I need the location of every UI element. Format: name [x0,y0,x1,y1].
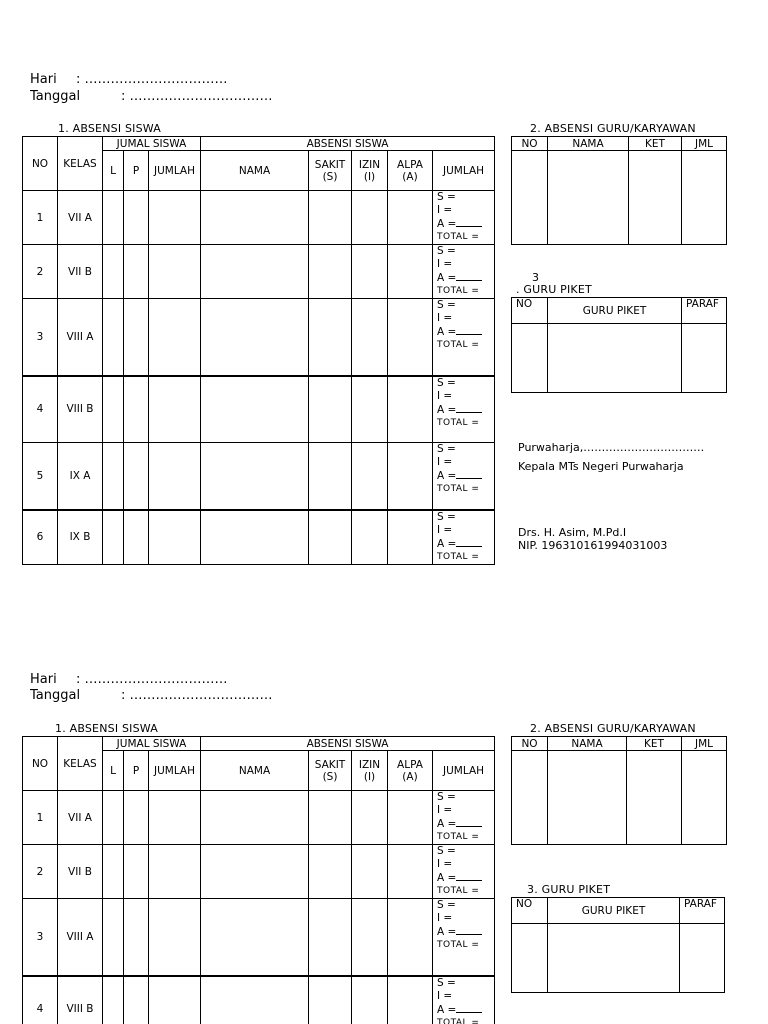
guru-piket-table [511,897,725,993]
absensi-siswa-table [22,136,495,565]
absensi-guru-table [511,136,727,245]
row-no: 1 [23,791,58,845]
piket-col-guru: GURU PIKET [548,298,682,324]
row-kelas: VII B [58,845,103,899]
total-cell: S = I = A = TOTAL = [433,510,495,565]
col-no: NO [23,137,58,191]
table-row [23,191,495,245]
absensi-siswa-title: 1. ABSENSI SISWA [58,122,161,135]
total-cell: S = I = A = TOTAL = [433,899,495,976]
col-alpa: ALPA (A) [388,751,433,791]
guru-piket-title-number: 3 [532,271,540,284]
hari-label: Hari [30,672,57,687]
tanggal-value: : …………………………… [121,688,273,703]
guru-col-no: NO [512,737,548,751]
group-jumal-siswa: JUMAL SISWA [103,737,201,751]
tanggal-label: Tanggal [30,688,81,703]
table-row [23,899,495,976]
table-row [23,376,495,443]
guru-piket-table [511,297,727,393]
col-izin: IZIN (I) [352,151,388,191]
row-no: 2 [23,845,58,899]
col-jumlah: JUMLAH [149,151,201,191]
hari-value: : …………………………… [76,672,228,687]
row-kelas: IX B [58,510,103,565]
piket-col-no: NO [512,898,548,924]
table-row [23,245,495,299]
guru-piket-title: 3. GURU PIKET [527,883,611,896]
sign-name: Drs. H. Asim, M.Pd.I [518,526,627,539]
guru-col-jml: JML [682,737,727,751]
col-p: P [124,151,149,191]
piket-col-paraf: PARAF [680,898,725,924]
col-no: NO [23,737,58,791]
total-cell: S = I = A = TOTAL = [433,443,495,510]
col-sakit: SAKIT (S) [309,751,352,791]
row-kelas: VIII B [58,976,103,1024]
total-cell: S = I = A = TOTAL = [433,191,495,245]
piket-col-paraf: PARAF [682,298,727,324]
group-absensi-siswa: ABSENSI SISWA [201,137,495,151]
total-cell: S = I = A = TOTAL = [433,376,495,443]
table-row [23,443,495,510]
table-row [23,791,495,845]
col-nama: NAMA [201,751,309,791]
sign-nip: NIP. 196310161994031003 [518,539,668,552]
piket-col-guru: GURU PIKET [548,898,680,924]
table-row [23,510,495,565]
total-cell: S = I = A = TOTAL = [433,976,495,1024]
row-kelas: VIII B [58,376,103,443]
tanggal-value: : …………………………… [121,89,273,104]
col-kelas: KELAS [58,137,103,191]
row-no: 4 [23,376,58,443]
table-row [23,299,495,376]
tanggal-label: Tanggal [30,89,81,104]
row-no: 3 [23,299,58,376]
table-row [23,976,495,1024]
col-l: L [103,751,124,791]
row-no: 5 [23,443,58,510]
row-no: 2 [23,245,58,299]
row-no: 4 [23,976,58,1024]
col-l: L [103,151,124,191]
col-sakit: SAKIT (S) [309,151,352,191]
total-cell: S = I = A = TOTAL = [433,791,495,845]
absensi-guru-title: 2. ABSENSI GURU/KARYAWAN [530,722,696,735]
guru-col-ket: KET [629,137,682,151]
guru-col-jml: JML [682,137,727,151]
row-kelas: VII B [58,245,103,299]
col-jumlah-absen: JUMLAH [433,151,495,191]
table-row [23,845,495,899]
form-copy-bottom [0,600,768,1024]
row-kelas: VIII A [58,299,103,376]
guru-piket-title: . GURU PIKET [516,283,592,296]
group-absensi-siswa: ABSENSI SISWA [201,737,495,751]
col-nama: NAMA [201,151,309,191]
col-kelas: KELAS [58,737,103,791]
col-izin: IZIN (I) [352,751,388,791]
row-kelas: VIII A [58,899,103,976]
total-cell: S = I = A = TOTAL = [433,299,495,376]
sign-position: Kepala MTs Negeri Purwaharja [518,460,684,473]
col-jumlah: JUMLAH [149,751,201,791]
guru-col-nama: NAMA [548,137,629,151]
guru-col-ket: KET [627,737,682,751]
row-kelas: VII A [58,791,103,845]
group-jumal-siswa: JUMAL SISWA [103,137,201,151]
col-alpa: ALPA (A) [388,151,433,191]
absensi-guru-table [511,736,727,845]
total-cell: S = I = A = TOTAL = [433,845,495,899]
hari-value: : …………………………… [76,72,228,87]
absensi-siswa-title: 1. ABSENSI SISWA [55,722,158,735]
hari-label: Hari [30,72,57,87]
guru-col-nama: NAMA [548,737,627,751]
row-no: 6 [23,510,58,565]
absensi-siswa-table [22,736,495,1024]
guru-col-no: NO [512,137,548,151]
col-jumlah-absen: JUMLAH [433,751,495,791]
piket-col-no: NO [512,298,548,324]
absensi-guru-title: 2. ABSENSI GURU/KARYAWAN [530,122,696,135]
sign-place-date: Purwaharja,…………………………… [518,441,705,454]
row-kelas: VII A [58,191,103,245]
row-no: 3 [23,899,58,976]
row-kelas: IX A [58,443,103,510]
row-no: 1 [23,191,58,245]
col-p: P [124,751,149,791]
total-cell: S = I = A = TOTAL = [433,245,495,299]
